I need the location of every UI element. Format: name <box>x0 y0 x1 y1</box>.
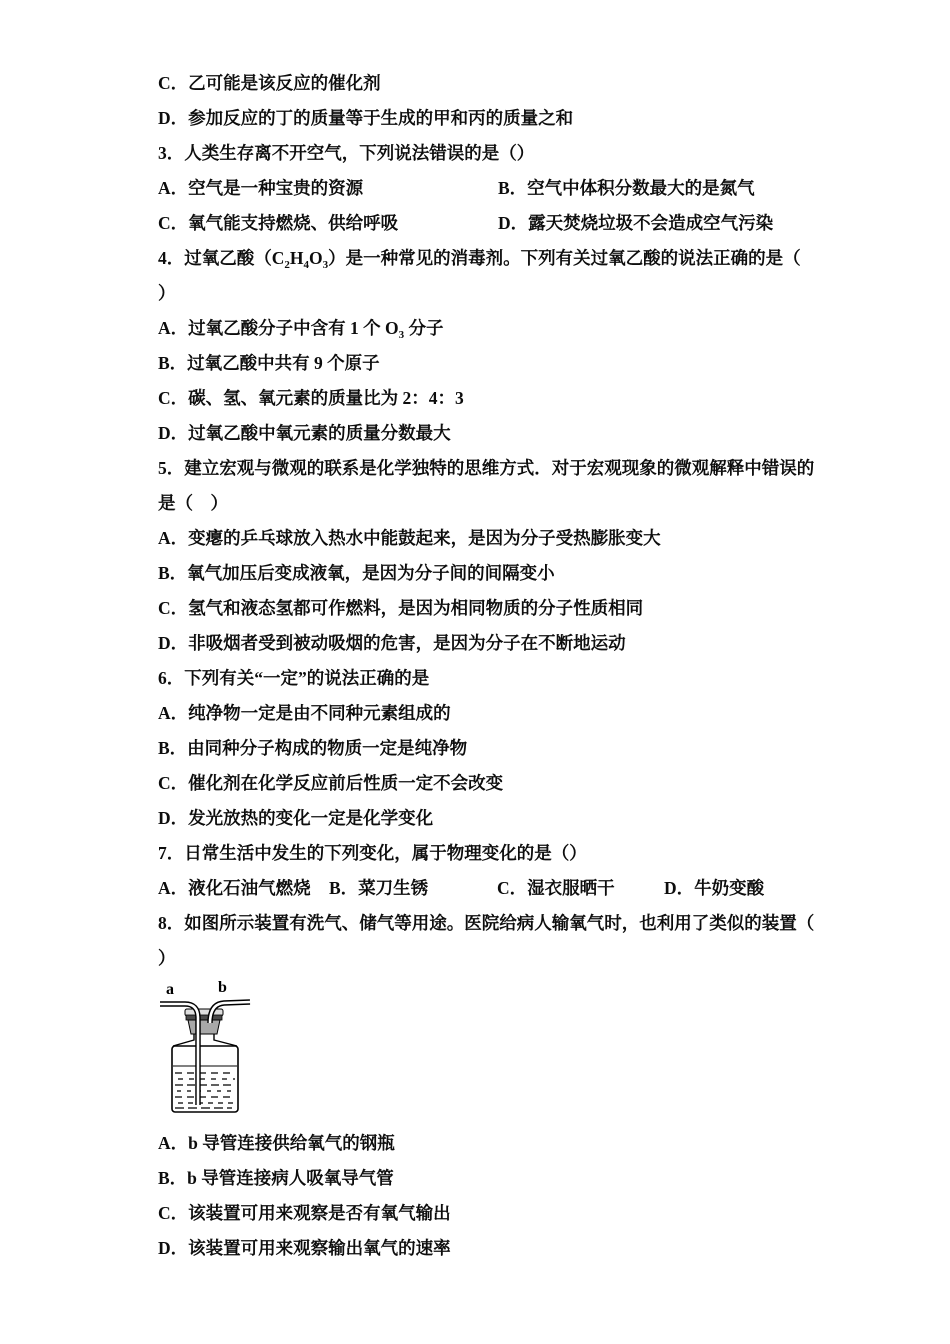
q7-options-row <box>158 871 890 906</box>
q3-option-a: A．空气是一种宝贵的资源 <box>158 178 364 198</box>
gas-washing-bottle-diagram <box>158 978 258 1124</box>
q4-stem-continuation: ） <box>158 283 176 303</box>
q8-stem: 8．如图所示装置有洗气、储气等用途。医院给病人输氧气时，也利用了类似的装置（ <box>158 913 815 933</box>
q4-option-d: D．过氧乙酸中氧元素的质量分数最大 <box>158 423 451 443</box>
q3-stem: 3．人类生存离不开空气，下列说法错误的是（） <box>158 143 535 163</box>
q6-option-a: A．纯净物一定是由不同种元素组成的 <box>158 703 451 723</box>
q8-option-c: C．该装置可用来观察是否有氧气输出 <box>158 1203 451 1223</box>
q5-option-c: C．氢气和液态氢都可作燃料，是因为相同物质的分子性质相同 <box>158 598 644 618</box>
tube-a-label: a <box>166 981 174 998</box>
q3-option-b: B．空气中体积分数最大的是氮气 <box>498 178 755 198</box>
q3-options-cd <box>158 206 890 241</box>
q4-option-a: A．过氧乙酸分子中含有 1 个 $O_3$ 分子 <box>158 318 444 341</box>
q5-option-b: B．氧气加压后变成液氧，是因为分子间的间隔变小 <box>158 563 555 583</box>
q8-option-d: D．该装置可用来观察输出氧气的速率 <box>158 1238 451 1258</box>
q8-option-a: A．b 导管连接供给氧气的钢瓶 <box>158 1133 395 1153</box>
q6-stem: 6．下列有关“一定”的说法正确的是 <box>158 668 430 688</box>
q6-option-c: C．催化剂在化学反应前后性质一定不会改变 <box>158 773 504 793</box>
q7-option-c: C．湿衣服晒干 <box>497 878 615 898</box>
q6-option-d: D．发光放热的变化一定是化学变化 <box>158 808 434 828</box>
q7-option-a: A．液化石油气燃烧 <box>158 878 311 898</box>
q4-stem: 4．过氧乙酸$(C_2H_4O_3)$是一种常见的消毒剂。下列有关过氧乙酸的说法正确的是（ <box>158 248 801 271</box>
gas-washing-bottle-figure <box>158 976 890 1126</box>
q7-stem: 7．日常生活中发生的下列变化，属于物理变化的是（） <box>158 843 587 863</box>
q5-option-a: A．变瘪的乒乓球放入热水中能鼓起来，是因为分子受热膨胀变大 <box>158 528 661 548</box>
stopper <box>185 1009 223 1034</box>
q5-stem: 5．建立宏观与微观的联系是化学独特的思维方式．对于宏观现象的微观解释中错误的 <box>158 458 815 478</box>
q2-option-d: D．参加反应的丁的质量等于生成的甲和丙的质量之和 <box>158 108 574 128</box>
q7-option-d: D．牛奶变酸 <box>664 878 765 898</box>
q4-option-b: B．过氧乙酸中共有 9 个原子 <box>158 353 380 373</box>
q8-option-b: B．b 导管连接病人吸氧导气管 <box>158 1168 394 1188</box>
q8-stem-continuation: ） <box>158 948 176 968</box>
q3-option-d: D．露天焚烧垃圾不会造成空气污染 <box>498 213 774 233</box>
q3-option-c: C．氧气能支持燃烧、供给呼吸 <box>158 213 399 233</box>
bottle-neck <box>173 1034 237 1046</box>
q5-option-d: D．非吸烟者受到被动吸烟的危害，是因为分子在不断地运动 <box>158 633 626 653</box>
q2-option-c: C．乙可能是该反应的催化剂 <box>158 73 381 93</box>
q4-option-c: C．碳、氢、氧元素的质量比为 2：4：3 <box>158 388 464 408</box>
q5-stem-continuation: 是（ ） <box>158 493 228 513</box>
tube-b-label: b <box>218 979 227 996</box>
q3-options-ab <box>158 171 890 206</box>
q7-option-b: B．菜刀生锈 <box>329 878 429 898</box>
q6-option-b: B．由同种分子构成的物质一定是纯净物 <box>158 738 468 758</box>
